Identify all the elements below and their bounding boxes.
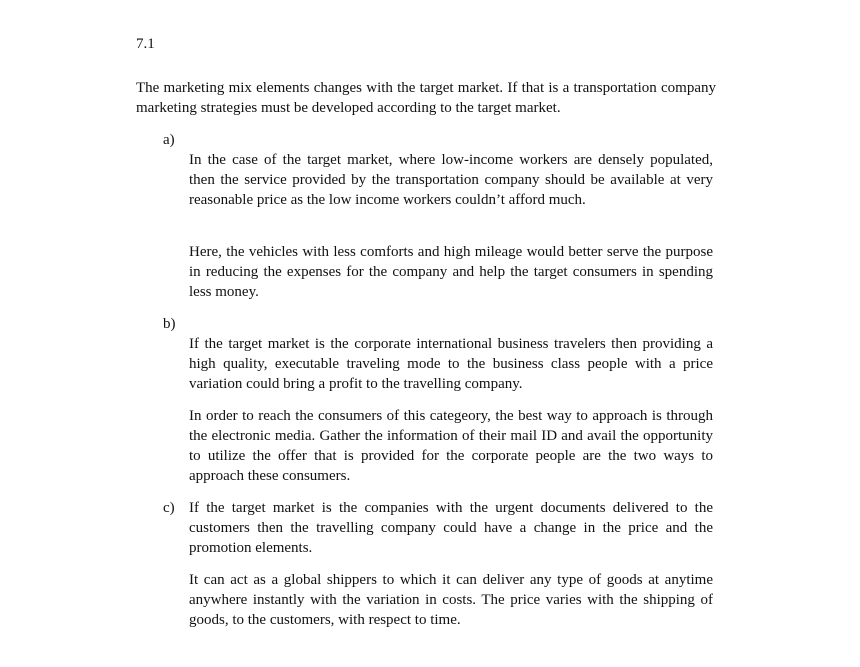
section-c-paragraph-1: If the target market is the companies with the urgent documents delivered to the customers then the travelling company could have a change in the price and the promotion elements. — [189, 500, 713, 556]
section-c-paragraph-2: It can act as a global shippers to which it can deliver any type of goods at anytime anywhere instantly with the variation in costs. The price varies with the shipping of goods, to the customers, with respect to time. — [189, 572, 713, 628]
section-a-paragraph-1: In the case of the target market, where low-income workers are densely populated, then the service provided by the transportation company should be available at very reasonable price as the low income workers couldn’t afford much. — [189, 152, 713, 208]
intro-paragraph: The marketing mix elements changes with the target market. If that is a transportation company marketing strategies must be developed according to the target market. — [136, 80, 716, 116]
section-b-label: b) — [163, 316, 176, 332]
section-number: 7.1 — [136, 36, 155, 52]
section-b-paragraph-1: If the target market is the corporate international business travelers then providing a high quality, executable traveling mode to the business class people with a price variation could bring a profit to the travelling company. — [189, 336, 713, 392]
section-c-label: c) — [163, 500, 175, 516]
section-a-paragraph-2: Here, the vehicles with less comforts and high mileage would better serve the purpose in reducing the expenses for the company and help the target consumers in spending less money. — [189, 244, 713, 300]
section-b-paragraph-2: In order to reach the consumers of this categeory, the best way to approach is through the electronic media. Gather the information of their mail ID and avail the opportunity to utilize the offer that is provided for the corporate people are the two ways to approach these consumers. — [189, 408, 713, 484]
section-a-label: a) — [163, 132, 175, 148]
